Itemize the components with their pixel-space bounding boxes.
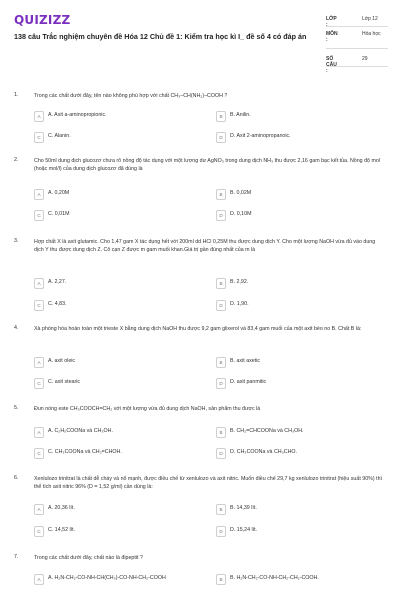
option-letter-badge: A — [34, 189, 44, 200]
option-d[interactable] — [216, 299, 388, 313]
option-letter-badge: A — [34, 278, 44, 289]
option-b[interactable] — [216, 356, 388, 370]
worksheet-header — [0, 0, 400, 80]
option-d[interactable] — [216, 377, 388, 391]
count-value: 29 — [362, 56, 368, 62]
option-text: C. 4,83. — [48, 301, 67, 307]
option-text: D. 15,24 lít. — [230, 527, 258, 533]
question-text: Cho 50ml dung dịch glucozơ chưa rõ nồng độ tác dụng với một lượng dư AgNO₃ trong dung dịch NH₃ thu được 2,16 gam bạc kết tủa. Nồng độ mol (hoặc mol/l) của dung dịch glucozơ đã dùng là — [34, 158, 380, 172]
option-text: B. 2,92. — [230, 279, 249, 285]
option-letter-badge: B — [216, 111, 226, 122]
option-c[interactable] — [34, 525, 206, 539]
option-c[interactable] — [34, 131, 206, 145]
option-letter-badge: C — [34, 378, 44, 389]
option-letter-badge: A — [34, 111, 44, 122]
option-text: C. axit stearic — [48, 379, 81, 385]
option-b[interactable] — [216, 426, 388, 440]
option-c[interactable] — [34, 299, 206, 313]
option-letter-badge: A — [34, 427, 44, 438]
option-text: D. Axit 2-aminopropanoic. — [230, 133, 291, 139]
class-label: LỚP : — [326, 16, 337, 28]
option-letter-badge: D — [216, 526, 226, 537]
option-a[interactable] — [34, 573, 206, 587]
option-text: A. C₂H₅COONa và CH₃OH. — [48, 428, 113, 434]
question-number: 7. — [14, 554, 19, 560]
option-c[interactable] — [34, 447, 206, 461]
option-text: C. 0,01M — [48, 211, 70, 217]
question-text: Xà phòng hóa hoàn toàn một trieste X bằng dung dịch NaOH thu được 9,2 gam glixerol và 83,4 gam muối của một axit béo no B. Chất B là: — [34, 326, 362, 332]
option-b[interactable] — [216, 573, 388, 587]
option-text: D. 0,10M — [230, 211, 252, 217]
question-number: 5. — [14, 405, 19, 411]
question-number: 6. — [14, 475, 19, 481]
worksheet-title: 138 câu Trắc nghiệm chuyên đề Hóa 12 Chủ đề 1: Kiểm tra học kì I_ đề số 4 có đáp án — [14, 32, 307, 41]
option-text: B. axit axetic — [230, 358, 261, 364]
option-a[interactable] — [34, 426, 206, 440]
question-number: 1. — [14, 92, 19, 98]
option-text: A. 2,27. — [48, 279, 67, 285]
option-letter-badge: D — [216, 448, 226, 459]
option-letter-badge: C — [34, 132, 44, 143]
class-value: Lớp 12 — [362, 16, 378, 22]
option-a[interactable] — [34, 110, 206, 124]
option-letter-badge: D — [216, 378, 226, 389]
option-text: B. 0,02M — [230, 190, 252, 196]
option-d[interactable] — [216, 525, 388, 539]
option-letter-badge: A — [34, 357, 44, 368]
meta-divider — [326, 26, 388, 27]
option-text: A. axit oleic — [48, 358, 76, 364]
question-text: Đun nóng este CH₃COOCH=CH₂ với một lượng vừa đủ dung dịch NaOH, sản phẩm thu được là — [34, 406, 261, 412]
option-text: B. 14,39 lít. — [230, 505, 257, 511]
option-d[interactable] — [216, 209, 388, 223]
option-letter-badge: B — [216, 574, 226, 585]
option-a[interactable] — [34, 503, 206, 517]
option-letter-badge: B — [216, 427, 226, 438]
option-letter-badge: B — [216, 504, 226, 515]
option-text: C. CH₃COONa và CH₂=CHOH. — [48, 449, 122, 455]
option-letter-badge: B — [216, 189, 226, 200]
meta-divider — [326, 66, 388, 67]
question-number: 3. — [14, 238, 19, 244]
option-letter-badge: B — [216, 278, 226, 289]
option-letter-badge: A — [34, 574, 44, 585]
option-a[interactable] — [34, 188, 206, 202]
question-number: 4. — [14, 325, 19, 331]
question-text: Trong các chất dưới đây, chất nào là đipeptit ? — [34, 555, 143, 561]
option-letter-badge: C — [34, 300, 44, 311]
option-text: A. 20,36 lít. — [48, 505, 75, 511]
option-text: B. CH₂=CHCOONa và CH₃OH. — [230, 428, 304, 434]
subject-label: MÔN : — [326, 31, 338, 43]
option-b[interactable] — [216, 110, 388, 124]
subject-value: Hóa học — [362, 31, 381, 37]
option-c[interactable] — [34, 377, 206, 391]
option-letter-badge: C — [34, 210, 44, 221]
meta-divider — [326, 48, 388, 49]
option-letter-badge: C — [34, 448, 44, 459]
option-text: B. H₂N-CH₂-CO-NH-CH₂-CH₂-COOH. — [230, 575, 319, 581]
option-letter-badge: A — [34, 504, 44, 515]
option-letter-badge: B — [216, 357, 226, 368]
question-text: Hợp chất X là axit glutamic. Cho 1,47 gam X tác dụng hết với 200ml dd HCl 0,25M thu được dung dịch Y. Cho một lượng NaOH vừa đủ vào dung dịch Y thu được dung dịch Z. Cô cạn Z được m gam muối khan.Giá trị gần đúng nhất của m là — [34, 239, 376, 253]
option-d[interactable] — [216, 447, 388, 461]
option-text: C. 14,52 lít. — [48, 527, 76, 533]
option-letter-badge: D — [216, 300, 226, 311]
option-a[interactable] — [34, 277, 206, 291]
question-text: Xenlulozo trinitrat là chất dễ cháy và nổ mạnh, được điều chế từ xenlulozo và axit nitric. Muốn điều chế 29,7 kg xenlulozo trinitrat (hiệu suất 90%) thì thể tích axit nitric 96% (D = 1,52 g/ml) cần dùng là: — [34, 476, 382, 490]
option-d[interactable] — [216, 131, 388, 145]
option-b[interactable] — [216, 503, 388, 517]
option-text: A. H₂N-CH₂-CO-NH-CH(CH₃)-CO-NH-CH₂-COOH — [48, 575, 166, 581]
question-text: Trong các chất dưới đây, tên nào không phù hợp với chất CH₃–CH(NH₂)–COOH ? — [34, 93, 228, 99]
option-text: C. Alanin. — [48, 133, 71, 139]
option-letter-badge: D — [216, 210, 226, 221]
option-text: B. Anilin. — [230, 112, 251, 118]
quizizz-logo: QUIZIZZ — [14, 13, 71, 27]
option-text: D. 1,90. — [230, 301, 249, 307]
option-b[interactable] — [216, 188, 388, 202]
option-text: A. Axit a-aminopropionic. — [48, 112, 107, 118]
option-c[interactable] — [34, 209, 206, 223]
option-b[interactable] — [216, 277, 388, 291]
question-number: 2. — [14, 157, 19, 163]
option-text: D. axit panmitic — [230, 379, 267, 385]
option-a[interactable] — [34, 356, 206, 370]
count-label: SỐ CÂU : — [326, 56, 337, 74]
option-letter-badge: C — [34, 526, 44, 537]
option-text: D. CH₃COONa và CH₃CHO. — [230, 449, 297, 455]
option-letter-badge: D — [216, 132, 226, 143]
option-text: A. 0,20M — [48, 190, 70, 196]
